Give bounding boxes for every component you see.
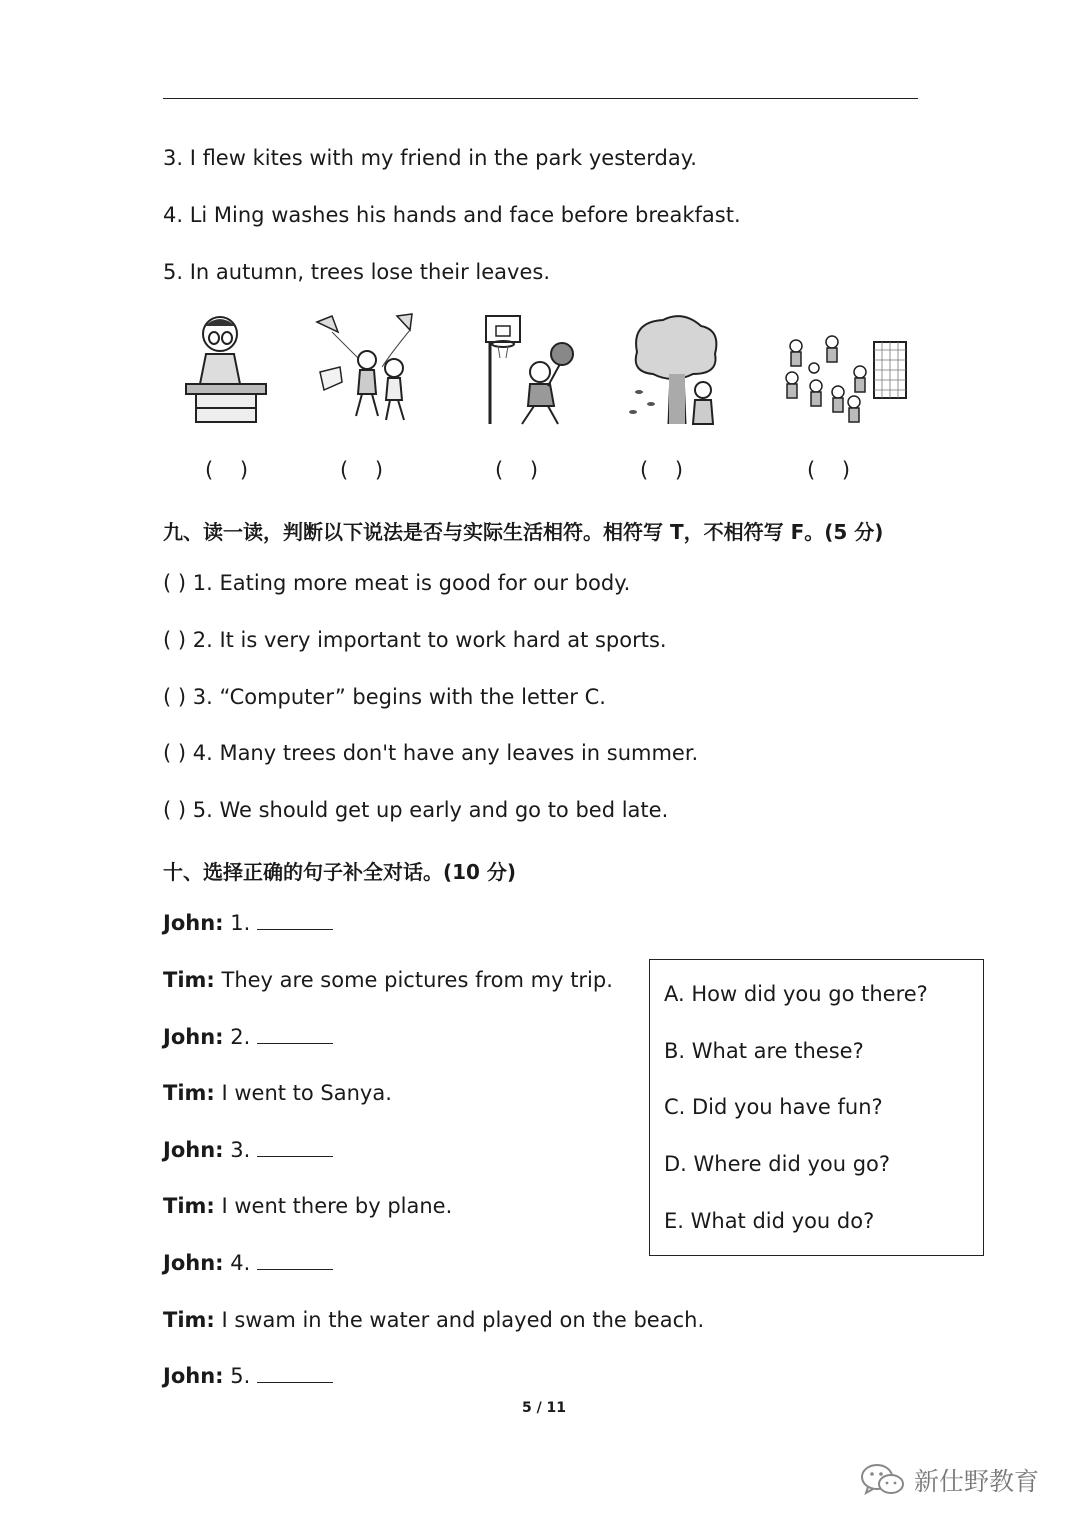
answer-blank-2[interactable] — [257, 1025, 333, 1044]
speaker-john: John: — [163, 1138, 224, 1162]
judge-item-1[interactable]: ( ) 1. Eating more meat is good for our body. — [163, 571, 631, 595]
answer-blank-5[interactable] — [257, 1364, 333, 1383]
judge-item-5[interactable]: ( ) 5. We should get up early and go to bed late. — [163, 798, 669, 822]
speaker-tim: Tim: — [163, 968, 215, 992]
dialogue-line-5 — [163, 1138, 333, 1162]
sentence-4: 4. Li Ming washes his hands and face before breakfast. — [163, 203, 741, 227]
section-10-heading: 十、选择正确的句子补全对话。(10 分) — [163, 860, 517, 884]
dialogue-line-4 — [163, 1081, 392, 1105]
children-playing-football-icon — [774, 312, 909, 430]
speaker-john: John: — [163, 1364, 224, 1388]
dialogue-text: I swam in the water and played on the beach. — [214, 1308, 705, 1332]
page-number: 5 / 11 — [521, 1400, 567, 1416]
dialogue-line-9 — [163, 1364, 333, 1388]
watermark — [860, 1458, 1039, 1502]
sentence-5: 5. In autumn, trees lose their leaves. — [163, 260, 551, 284]
dialogue-line-3 — [163, 1025, 333, 1049]
dialogue-line-8 — [163, 1308, 704, 1332]
speaker-tim: Tim: — [163, 1081, 215, 1105]
wechat-icon — [860, 1462, 906, 1498]
section-9-heading: 九、读一读，判断以下说法是否与实际生活相符。相符写 T，不相符写 F。(5 分) — [163, 520, 884, 544]
option-d: D. Where did you go? — [664, 1152, 891, 1176]
dialogue-text: I went to Sanya. — [214, 1081, 392, 1105]
tree-falling-leaves-icon — [623, 312, 733, 430]
answer-blank-1[interactable] — [257, 911, 333, 930]
dialogue-text: 5. — [223, 1364, 257, 1388]
dialogue-text: 4. — [223, 1251, 257, 1275]
speaker-john: John: — [163, 1025, 224, 1049]
answer-blank-3[interactable] — [257, 1138, 333, 1157]
speaker-john: John: — [163, 911, 224, 935]
dialogue-line-1 — [163, 911, 333, 935]
option-e: E. What did you do? — [664, 1209, 875, 1233]
dialogue-line-6 — [163, 1194, 452, 1218]
picture-answer-5[interactable]: ( ) — [807, 458, 851, 482]
sentence-3: 3. I flew kites with my friend in the park yesterday. — [163, 146, 697, 170]
judge-item-3[interactable]: ( ) 3. “Computer” begins with the letter C. — [163, 685, 606, 709]
option-a: A. How did you go there? — [664, 982, 928, 1006]
dialogue-text: 1. — [223, 911, 257, 935]
dialogue-line-2 — [163, 968, 613, 992]
judge-item-4[interactable]: ( ) 4. Many trees don't have any leaves in summer. — [163, 741, 699, 765]
picture-answer-2[interactable]: ( ) — [340, 458, 384, 482]
option-b: B. What are these? — [664, 1039, 864, 1063]
dialogue-text: They are some pictures from my trip. — [214, 968, 613, 992]
children-flying-kites-icon — [312, 312, 422, 430]
picture-answer-1[interactable]: ( ) — [205, 458, 249, 482]
dialogue-text: I went there by plane. — [214, 1194, 453, 1218]
top-rule — [163, 98, 918, 99]
judge-item-2[interactable]: ( ) 2. It is very important to work hard at sports. — [163, 628, 667, 652]
picture-answer-4[interactable]: ( ) — [640, 458, 684, 482]
dialogue-line-7 — [163, 1251, 333, 1275]
watermark-text: 新仕野教育 — [914, 1467, 1040, 1496]
boy-crying-at-desk-icon — [178, 312, 288, 430]
speaker-tim: Tim: — [163, 1308, 215, 1332]
dialogue-text: 3. — [223, 1138, 257, 1162]
option-c: C. Did you have fun? — [664, 1095, 883, 1119]
picture-answer-3[interactable]: ( ) — [495, 458, 539, 482]
answer-blank-4[interactable] — [257, 1251, 333, 1270]
speaker-john: John: — [163, 1251, 224, 1275]
options-box — [649, 959, 984, 1256]
dialogue-text: 2. — [223, 1025, 257, 1049]
basketball-player-icon — [478, 312, 588, 430]
speaker-tim: Tim: — [163, 1194, 215, 1218]
